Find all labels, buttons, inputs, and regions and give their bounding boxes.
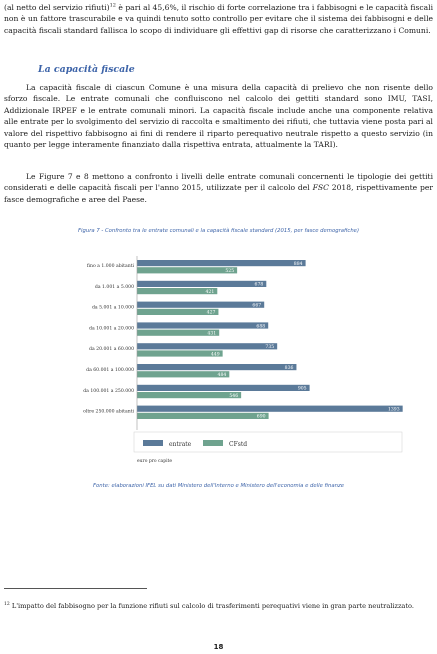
data-label-entrate: 688 — [256, 324, 266, 330]
legend-swatch-cfstd — [203, 440, 223, 446]
legend-label-cfstd: CFstd — [229, 441, 248, 448]
bar-entrate — [137, 260, 306, 266]
category-label: da 1.001 a 5.000 — [94, 284, 134, 290]
figure-source: Fonte: elaborazioni IFEL su dati Ministero dell'Interno e Ministero dell'economia e delle finanze — [93, 483, 344, 489]
bar-cfstd — [137, 371, 229, 377]
data-label-cfstd: 427 — [206, 310, 216, 316]
unit-label: euro pro capite — [137, 459, 173, 464]
data-label-cfstd: 431 — [207, 331, 217, 337]
figure-intro-text-a: Le Figure 7 e 8 mettono a confronto i livelli delle entrate comunali concernenti le tipologie dei gettiti considerati e delle capacità fiscali per l'anno 2015, utilizzate per il calcolo del — [4, 172, 433, 193]
fsc-term: FSC — [312, 183, 329, 193]
chart-marks — [83, 260, 403, 420]
bar-entrate — [137, 281, 266, 287]
data-label-entrate: 905 — [297, 386, 307, 392]
footnote-number: 12 — [4, 602, 10, 607]
bar-entrate — [137, 343, 277, 349]
category-label: da 20.001 a 60.000 — [89, 347, 134, 353]
figure-intro-text-b: 2018, rispettivamente per fasce demografiche e aree del Paese. — [4, 183, 433, 204]
footnote-text: L'impatto del fabbisogno per la funzione rifiuti sul calcolo di trasferimenti perequativi viene in gran parte neutralizzato. — [9, 602, 414, 611]
category-label: fino a 1.000 abitanti — [86, 264, 134, 269]
bar-entrate — [137, 322, 268, 328]
data-label-cfstd: 525 — [225, 269, 235, 275]
data-label-entrate: 678 — [254, 282, 264, 288]
page-number: 18 — [213, 643, 224, 651]
section-heading: La capacità fiscale — [38, 64, 135, 75]
category-label: da 5.001 a 10.000 — [91, 305, 134, 311]
data-label-cfstd: 449 — [210, 352, 220, 358]
data-label-entrate: 884 — [293, 261, 303, 267]
bar-cfstd — [137, 413, 269, 419]
bar-entrate — [137, 406, 403, 412]
figure-caption: Figura 7 - Confronto tra le entrate comunali e la capacità fiscale standard (2015, per fasce demografiche) — [77, 228, 360, 234]
legend-swatch-entrate — [143, 440, 163, 446]
paragraph-capacita-fiscale: La capacità fiscale di ciascun Comune è una misura della capacità di prelievo che non risente dello sforzo fiscale. Le entrate comunali che confluiscono nel calcolo dei gettiti standard sono IMU, TASI, Addizionale IRPEF e le entrate comunali minori. La capacità fiscale include anche una componente relativa alle entrate per lo svolgimento del servizio di raccolta e smaltimento dei rifiuti, che tuttavia viene posta pari al valore del rispettivo fabbisogno ai fini di rendere il riparto perequativo neutrale rispetto a questo servizio (in quanto per legge interamente finanziato dalla rispettiva entrata, attualmente la TARI). — [4, 83, 433, 150]
data-label-cfstd: 484 — [217, 373, 227, 379]
data-label-cfstd: 546 — [229, 393, 239, 399]
data-label-entrate: 1393 — [387, 407, 400, 413]
footnote-ref[interactable]: 12 — [109, 2, 116, 9]
data-label-entrate: 836 — [284, 365, 294, 371]
bar-entrate — [137, 385, 310, 391]
data-label-cfstd: 421 — [205, 289, 215, 295]
category-label: da 60.001 a 100.000 — [86, 368, 134, 373]
data-label-entrate: 735 — [265, 345, 275, 351]
intro-text-a: (al netto del servizio rifiuti) — [4, 3, 110, 12]
footnote — [4, 600, 433, 611]
category-label: da 100.001 a 250.000 — [83, 388, 134, 394]
intro-text-b: è pari al 45,6%, il rischio di forte correlazione tra i fabbisogni e le capacità fiscali non è un fattore trascurabile e va quindi tenuto sotto controllo per evitare che il sistema dei fabbisogni e delle capacità fiscali standard fallisca lo scopo di individuare gli effettivi gap di risorse che caratterizzano i Comuni. — [4, 3, 434, 35]
footnote-rule — [4, 588, 147, 589]
bar-cfstd — [137, 392, 241, 398]
category-label: da 10.001 a 20.000 — [89, 326, 134, 332]
bar-cfstd — [137, 350, 223, 356]
data-label-cfstd: 690 — [256, 414, 266, 420]
data-label-entrate: 667 — [252, 303, 262, 309]
bar-entrate — [137, 302, 264, 308]
bar-entrate — [137, 364, 296, 370]
legend-label-entrate: entrate — [169, 441, 192, 448]
category-label: oltre 250.000 abitanti — [83, 409, 134, 415]
bar-cfstd — [137, 267, 237, 273]
